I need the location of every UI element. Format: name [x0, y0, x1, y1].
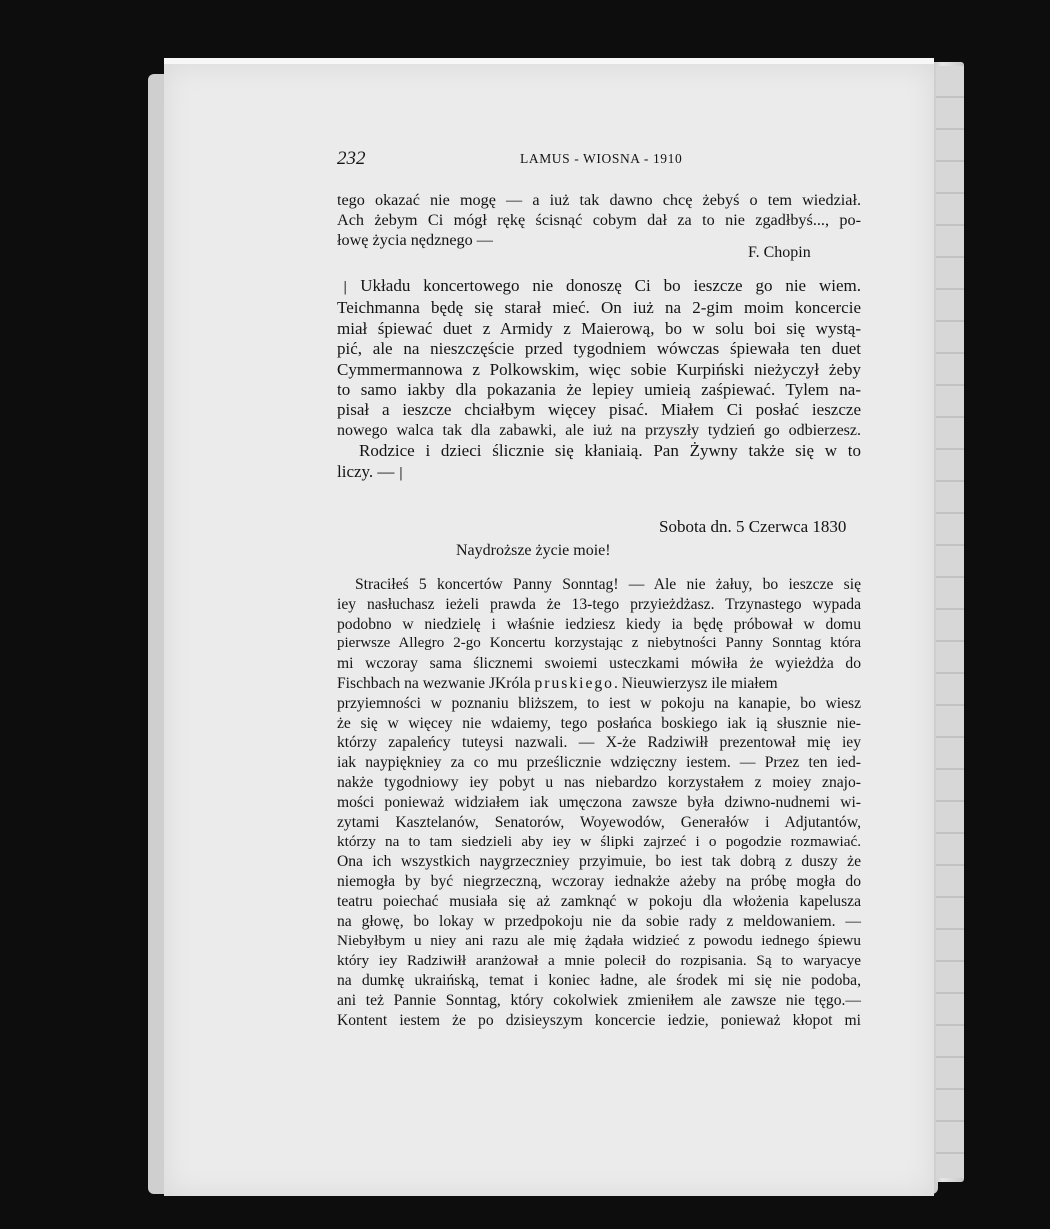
text-line: zytami Kasztelanów, Senatorów, Woyewodów, Generałów i Adjutantów, [337, 813, 861, 831]
text-line: podobno w niedzielę i właśnie iedziesz kiedy ia będę próbował w domu [337, 615, 861, 633]
text-line: Kontent iestem że po dzisieyszym koncercie iedzie, ponieważ kłopot mi [337, 1011, 861, 1029]
page-number: 232 [337, 148, 366, 169]
text-line: to samo iakby dla pokazania że lepiey umieią zaśpiewać. Tylem na- [337, 380, 861, 400]
dateline: Sobota dn. 5 Czerwca 1830 [659, 517, 847, 536]
text-line: nowego walca tak dla zabawki, ale iuż na przyszły tydzień go odbierzesz. [337, 421, 861, 439]
text-line: | Układu koncertowego nie donoszę Ci bo ieszcze go nie wiem. [343, 276, 862, 295]
text-line: na głowę, bo lokay w przedpokoju nie da sobie rady z meldowaniem. — [337, 912, 861, 930]
text-line: tego okazać nie mogę — a iuż tak dawno chcę żebyś o tem wiedział. [337, 191, 861, 209]
salutation: Naydroższe życie moie! [456, 542, 611, 559]
text-line: Ach żebym Ci mógł rękę ścisnąć cobym dał za to nie zgadłbyś..., po- [337, 211, 861, 230]
text-line: mi wczoray sama ślicznemi swoiemi usteczkami mówiła że wyieżdża do [337, 655, 861, 673]
text-line: nakże tygodniowy iey pobyt u nas niebardzo korzystałem z moiey znajo- [337, 773, 861, 791]
text-line: iak naypiękniey za co mu prześlicznie wdzięczny iestem. — Przez ten ied- [337, 754, 861, 772]
text-line: Cymmermannowa z Polkowskim, więc sobie Kurpiński nieżyczył żeby [337, 359, 861, 379]
text-line: którzy zapaleńcy tuteysi nazwali. — X-że Radziwiłł prezentował mię iey [337, 734, 861, 752]
text-line: przyiemności w poznaniu bliższem, to iest w pokoju na kanapie, bo wiesz [337, 694, 861, 712]
text-line: Niebyłbym u niey ani razu ale mię żądała widzieć z powodu iednego śpiewu [337, 932, 861, 950]
page-stack-edge-lines [936, 66, 964, 1178]
text-line: Rodzice i dzieci ślicznie się kłaniaią. Pan Żywny także się w to [359, 441, 861, 461]
text-line: pisał a ieszcze chciałbym więcey pisać. Miałem Ci posłać ieszcze [337, 400, 861, 420]
text-line: niemogła by być niegrzeczną, wczoray iednakże ażeby na próbę mogła do [337, 872, 861, 890]
text-line: mości ponieważ widziałem iak umęczona zawsze była dziwno-nudnemi wi- [337, 793, 861, 811]
signature: F. Chopin [748, 244, 811, 261]
text-line: który iey Radziwiłł aranżował a mnie polecił do rozpisania. Są to waryacye [337, 952, 861, 970]
open-mark: | [343, 280, 348, 295]
text-line: ani też Pannie Sonntag, który cokolwiek zmieniłem ale zawsze nie tęgo.— [337, 991, 861, 1009]
text-line: Fischbach na wezwanie JKróla pruskiego. Nieuwierzysz ile miałem [337, 674, 778, 692]
text-line: Teichmanna będę się starał mieć. On iuż na 2-gim moim koncercie [337, 298, 861, 318]
text-line: którzy na to tam siedzieli aby iey w ślipki zajrzeć i o pogodzie rozmawiać. [337, 833, 861, 851]
text-line: Ona ich wszystkich naygrzeczniey przyimuie, bo iest tak dobrą z duszy że [337, 853, 861, 871]
text-line: liczy. — | [337, 461, 404, 481]
letter2-body [337, 575, 861, 1030]
close-mark: | [398, 465, 404, 481]
text-line: iey nasłuchasz ieżeli prawda że 13-tego przyieżdżasz. Trzynastego wypada [337, 595, 861, 613]
text-line: miał śpiewać duet z Armidy z Maierową, bo w solu boi się wystą- [337, 318, 861, 338]
postscript-body [337, 276, 861, 484]
page-header [337, 148, 861, 172]
running-head: LAMUS - WIOSNA - 1910 [520, 151, 683, 166]
text-line: pić, ale na nieszczęście przed tygodniem wówczas śpiewała ten duet [337, 339, 861, 359]
text-line: że się w więcey nie wdaiemy, tego posłańca boskiego iak ią słusznie nie- [337, 714, 861, 732]
text-line: na dumkę ukraińską, temat i koniec ładne, ale środek mi się nie podoba, [337, 971, 861, 989]
text-line: łowę życia nędznego — [337, 231, 493, 250]
text-line: pierwsze Allegro 2-go Koncertu korzystając z niebytności Panny Sonntag która [337, 635, 861, 652]
text-line: Straciłeś 5 koncertów Panny Sonntag! — Ale nie żałuy, bo ieszcze się [355, 576, 861, 593]
text-line: teatru poiechać musiała się aż zamknąć w pokoju dla włożenia kapelusza [337, 892, 861, 910]
letter1-body [337, 190, 861, 251]
